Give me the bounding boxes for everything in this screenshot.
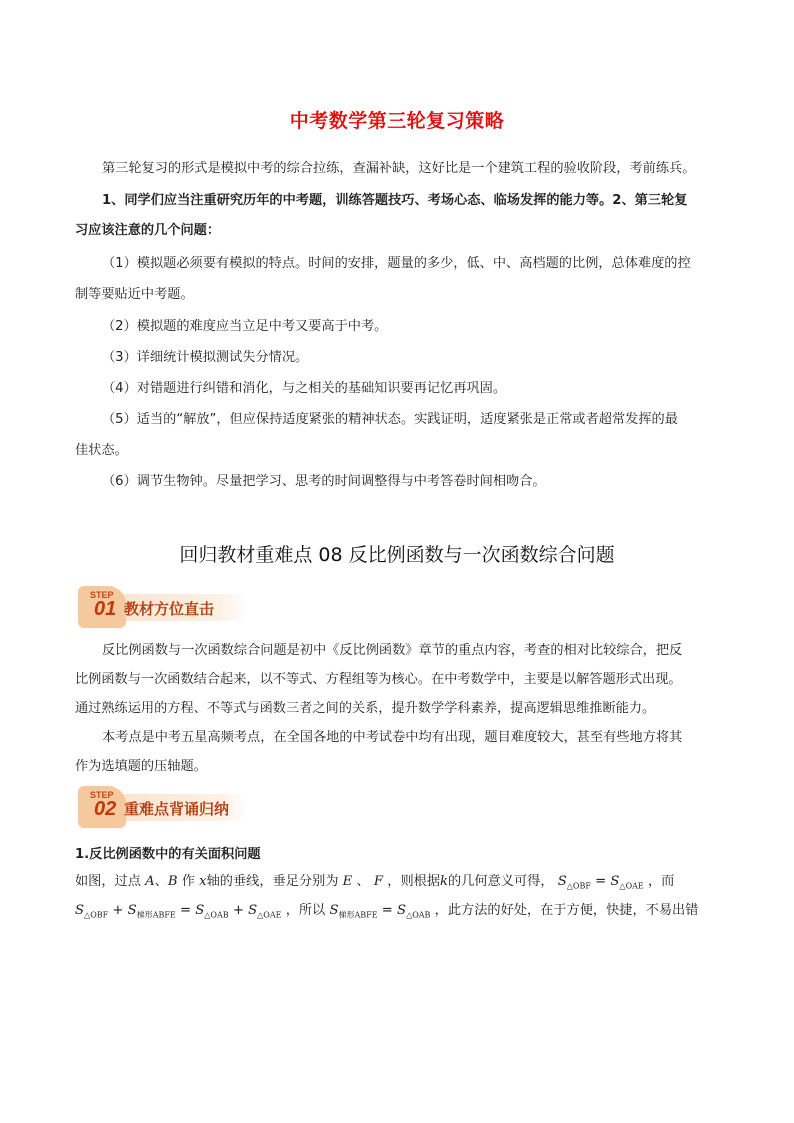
area-term: [610, 874, 643, 889]
step-01-banner: [78, 586, 258, 628]
text-span: 轴的垂线，垂足分别为: [206, 874, 339, 889]
step-word: STEP: [90, 790, 114, 800]
step-word: STEP: [90, 590, 114, 600]
text-span: ，此方法的好处，在于方便，快捷，不易出错: [434, 903, 699, 918]
text-span: 如图，过点: [75, 874, 141, 889]
page-title: 中考数学第三轮复习策略: [289, 110, 505, 132]
step-label: 重难点背诵归纳: [124, 800, 230, 818]
area-subscript: △OAE: [619, 881, 644, 891]
area-symbol: S: [248, 903, 258, 918]
area-symbol: S: [195, 903, 205, 918]
step-number: 01: [94, 598, 117, 620]
list-item: 制等要贴近中考题。: [75, 287, 194, 302]
area-subscript: △OAB: [406, 910, 431, 920]
section1-paragraph-line: 作为选填题的压轴题。: [75, 759, 207, 774]
area-symbol: S: [127, 903, 137, 918]
section-title: 回归教材重难点 08 反比例函数与一次函数综合问题: [179, 544, 615, 566]
list-item: （2）模拟题的难度应当立足中考又要高于中考。: [102, 319, 388, 334]
text-span: +: [232, 903, 244, 918]
math-var: A: [145, 874, 155, 889]
area-symbol: S: [557, 874, 567, 889]
area-symbol: S: [329, 903, 339, 918]
area-symbol: S: [610, 874, 620, 889]
math-var: B: [167, 874, 178, 889]
list-item: （4）对错题进行纠错和消化，与之相关的基础知识要再记忆再巩固。: [102, 381, 507, 396]
text-span: ，则根据: [387, 874, 441, 889]
math-var: F: [373, 874, 384, 889]
text-span: ，所以: [285, 903, 326, 918]
text-span: 的几何意义可得，: [448, 874, 554, 889]
area-term: [558, 874, 591, 889]
step-tag: [78, 786, 126, 828]
area-term: [329, 903, 377, 918]
text-span: =: [179, 903, 192, 918]
list-item: （3）详细统计模拟测试失分情况。: [102, 350, 309, 365]
math-var: k: [440, 874, 449, 889]
area-subscript: 梯形ABFE: [136, 910, 176, 920]
intro-point-1: 1、同学们应当注重研究历年的中考题，训练答题技巧、考场心态、临场发挥的能力等。2、第三轮复: [102, 193, 688, 208]
area-subscript: 梯形ABFE: [338, 910, 378, 920]
list-item: （1）模拟题必须要有模拟的特点。时间的安排，题量的多少，低、中、高档题的比例，总体难度的控: [102, 256, 691, 271]
area-subscript: △OAE: [257, 910, 282, 920]
area-term: [75, 903, 108, 918]
math-var: x: [199, 874, 207, 889]
text-span: =: [381, 903, 393, 918]
text-span: =: [595, 874, 607, 889]
list-item: 佳状态。: [75, 443, 128, 458]
text-span: 作: [181, 874, 195, 889]
area-term: [195, 903, 228, 918]
subsection-heading: 1.反比例函数中的有关面积问题: [75, 847, 261, 862]
area-symbol: S: [75, 903, 85, 918]
area-subscript: △OAB: [204, 910, 229, 920]
step-label: 教材方位直击: [124, 600, 215, 618]
list-item: （6）调节生物钟。尽量把学习、思考的时间调整得与中考答卷时间相吻合。: [102, 474, 546, 489]
area-term: [128, 903, 176, 918]
area-subscript: △OBF: [566, 881, 591, 891]
formula-line-2: [75, 896, 725, 931]
section1-paragraph-line: 反比例函数与一次函数综合问题是初中《反比例函数》章节的重点内容，考查的相对比较综合，把反: [102, 643, 683, 658]
section1-paragraph-line: 本考点是中考五星高频考点，在全国各地的中考试卷中均有出现，题目难度较大，甚至有些地方将其: [102, 730, 683, 745]
step-tag: [78, 586, 126, 628]
area-term: [397, 903, 430, 918]
section1-paragraph-line: 通过熟练运用的方程、不等式与函数三者之间的关系，提升数学学科素养，提高逻辑思维推断能力。: [75, 701, 656, 716]
text-span: 、: [154, 874, 168, 889]
intro-point-1-cont: 习应该注意的几个问题：: [75, 223, 221, 238]
text-span: +: [112, 903, 124, 918]
step-02-banner: [78, 786, 258, 828]
section1-paragraph-line: 比例函数与一次函数结合起来，以不等式、方程组等为核心。在中考数学中，主要是以解答题形式出现。: [75, 672, 682, 687]
math-var: E: [342, 874, 353, 889]
text-span: ，而: [647, 874, 675, 889]
list-item: （5）适当的“解放”，但应保持适度紧张的精神状态。实践证明，适度紧张是正常或者超常发挥的最: [102, 412, 678, 427]
text-span: 、: [356, 874, 370, 889]
area-term: [248, 903, 281, 918]
area-symbol: S: [397, 903, 407, 918]
area-subscript: △OBF: [84, 910, 109, 920]
intro-paragraph: 第三轮复习的形式是模拟中考的综合拉练，查漏补缺，这好比是一个建筑工程的验收阶段，考前练兵。: [102, 161, 696, 176]
step-number: 02: [94, 798, 117, 820]
